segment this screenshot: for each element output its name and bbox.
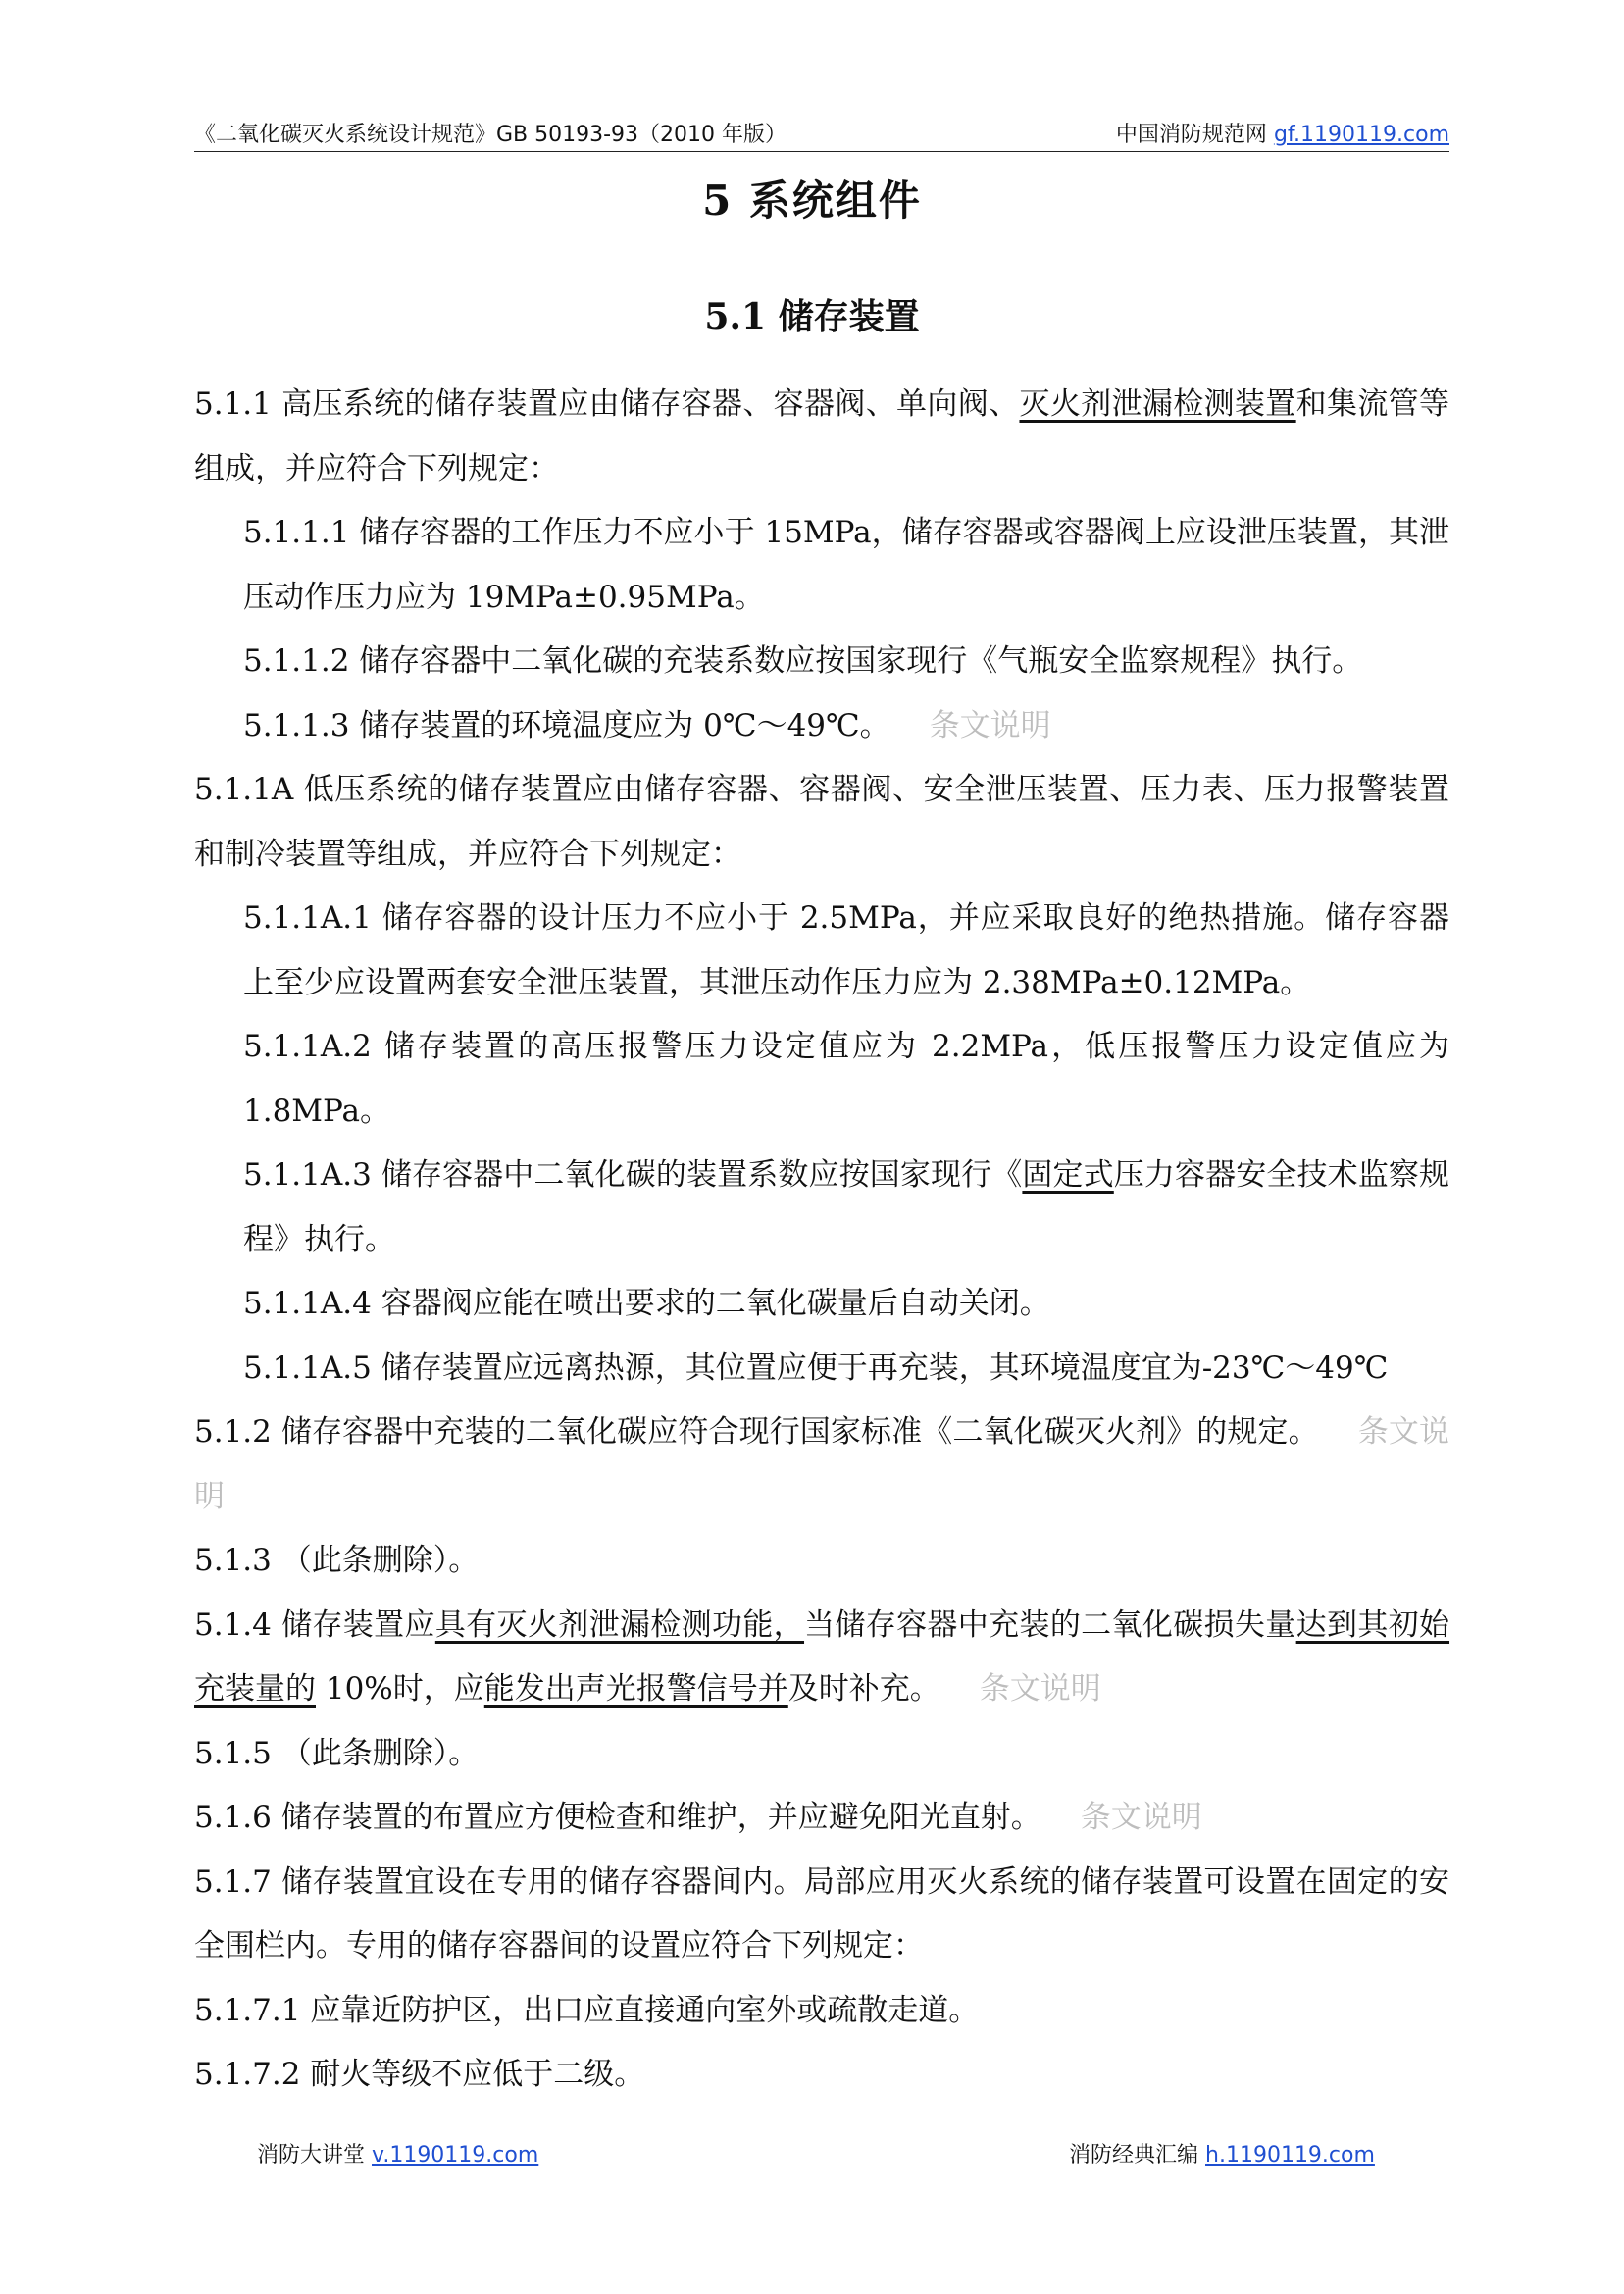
footer-left-link[interactable]: v.1190119.com	[372, 2143, 539, 2167]
footer-right-link[interactable]: h.1190119.com	[1205, 2143, 1375, 2167]
clause-text: 10%时，应	[316, 1671, 484, 1707]
footer-right-label: 消防经典汇编	[1069, 2143, 1199, 2167]
clause-5-1-1A-5: 5.1.1A.5 储存装置应远离热源，其位置应便于再充装，其环境温度宜为-23℃～49℃	[243, 1350, 1389, 1386]
clause-5-1-2	[194, 1401, 1449, 1529]
clause-5-1-1A-3	[194, 1144, 1449, 1272]
clause-note-link[interactable]: 条文说明	[1080, 1800, 1202, 1835]
document-body	[194, 373, 1449, 2108]
doc-title: 《二氧化碳灭火系统设计规范》GB 50193-93（2010 年版）	[194, 123, 787, 147]
clause-text: 和集流管等组成，并应符合下列规定：	[194, 386, 1450, 486]
clause-5-1-7-1: 5.1.7.1 应靠近防护区，出口应直接通向室外或疏散走道。	[194, 1992, 980, 2028]
clause-text: 5.1.1A.3 储存容器中二氧化碳的装置系数应按国家现行《	[243, 1157, 1023, 1193]
site-info	[1116, 118, 1449, 148]
site-name: 中国消防规范网	[1115, 123, 1267, 147]
footer-left	[257, 2138, 538, 2168]
clause-5-1-1A-2: 5.1.1A.2 储存装置的高压报警压力设定值应为 2.2MPa，低压报警压力设定值应为 1.8MPa。	[243, 1029, 1449, 1129]
clause-5-1-1A-1: 5.1.1A.1 储存容器的设计压力不应小于 2.5MPa，并应采取良好的绝热措施。储存容器上至少应设置两套安全泄压装置，其泄压动作压力应为 2.38MPa±0.12MPa。	[243, 900, 1449, 1000]
clause-text: 压力容器安全技术监察规程》执行。	[243, 1157, 1450, 1257]
clause-5-1-4	[194, 1594, 1449, 1722]
clause-5-1-7-2: 5.1.7.2 耐火等级不应低于二级。	[194, 2057, 645, 2092]
clause-text: 当储存容器中充装的二氧化碳损失量	[804, 1606, 1296, 1643]
clause-text: 5.1.6 储存装置的布置应方便检查和维护，并应避免阳光直射。	[194, 1800, 1041, 1835]
clause-text: 5.1.4 储存装置应	[194, 1606, 435, 1643]
clause-5-1-6	[194, 1786, 1449, 1851]
clause-5-1-7: 5.1.7 储存装置宜设在专用的储存容器间内。局部应用灭火系统的储存装置可设置在固定的安全围栏内。专用的储存容器间的设置应符合下列规定：	[194, 1863, 1449, 1963]
clause-5-1-1A-4: 5.1.1A.4 容器阀应能在喷出要求的二氧化碳量后自动关闭。	[243, 1286, 1050, 1321]
clause-text: 及时补充。	[787, 1671, 940, 1707]
clause-note-link[interactable]: 条文说明	[979, 1671, 1101, 1707]
clause-5-1-1-3	[194, 694, 1449, 759]
clause-5-1-1	[194, 373, 1449, 501]
clause-5-1-1A: 5.1.1A 低压系统的储存装置应由储存容器、容器阀、安全泄压装置、压力表、压力报警装置和制冷装置等组成，并应符合下列规定：	[194, 772, 1449, 872]
underlined-text: 达到其初始充装量的	[194, 1606, 1450, 1707]
clause-note-link[interactable]: 条文说明	[929, 707, 1051, 743]
underlined-text: 灭火剂泄漏检测装置	[1019, 386, 1296, 422]
page-header	[194, 114, 1449, 152]
clause-text: 5.1.1 高压系统的储存装置应由储存容器、容器阀、单向阀、	[194, 386, 1020, 422]
clause-note-link[interactable]: 条文说明	[194, 1414, 1449, 1514]
section-title: 5.1 储存装置	[704, 296, 920, 337]
clause-5-1-1-1: 5.1.1.1 储存容器的工作压力不应小于 15MPa，储存容器或容器阀上应设泄压装置，其泄压动作压力应为 19MPa±0.95MPa。	[243, 515, 1449, 615]
underlined-text: 固定式	[1022, 1157, 1114, 1193]
clause-5-1-3: 5.1.3 （此条删除）。	[194, 1543, 480, 1578]
page-footer	[0, 2138, 1624, 2177]
footer-right	[1069, 2138, 1375, 2168]
clause-text: 5.1.1.3 储存装置的环境温度应为 0℃～49℃。	[243, 707, 890, 743]
chapter-title: 5 系统组件	[702, 177, 922, 225]
site-link[interactable]: gf.1190119.com	[1273, 123, 1449, 147]
clause-5-1-5: 5.1.5 （此条删除）。	[194, 1735, 480, 1771]
clause-5-1-1-2: 5.1.1.2 储存容器中二氧化碳的充装系数应按国家现行《气瓶安全监察规程》执行。	[243, 643, 1363, 679]
clause-text: 5.1.2 储存容器中充装的二氧化碳应符合现行国家标准《二氧化碳灭火剂》的规定。	[194, 1414, 1319, 1450]
underlined-text: 能发出声光报警信号并	[483, 1671, 788, 1707]
underlined-text: 具有灭火剂泄漏检测功能，	[434, 1606, 805, 1643]
footer-left-label: 消防大讲堂	[257, 2143, 366, 2167]
